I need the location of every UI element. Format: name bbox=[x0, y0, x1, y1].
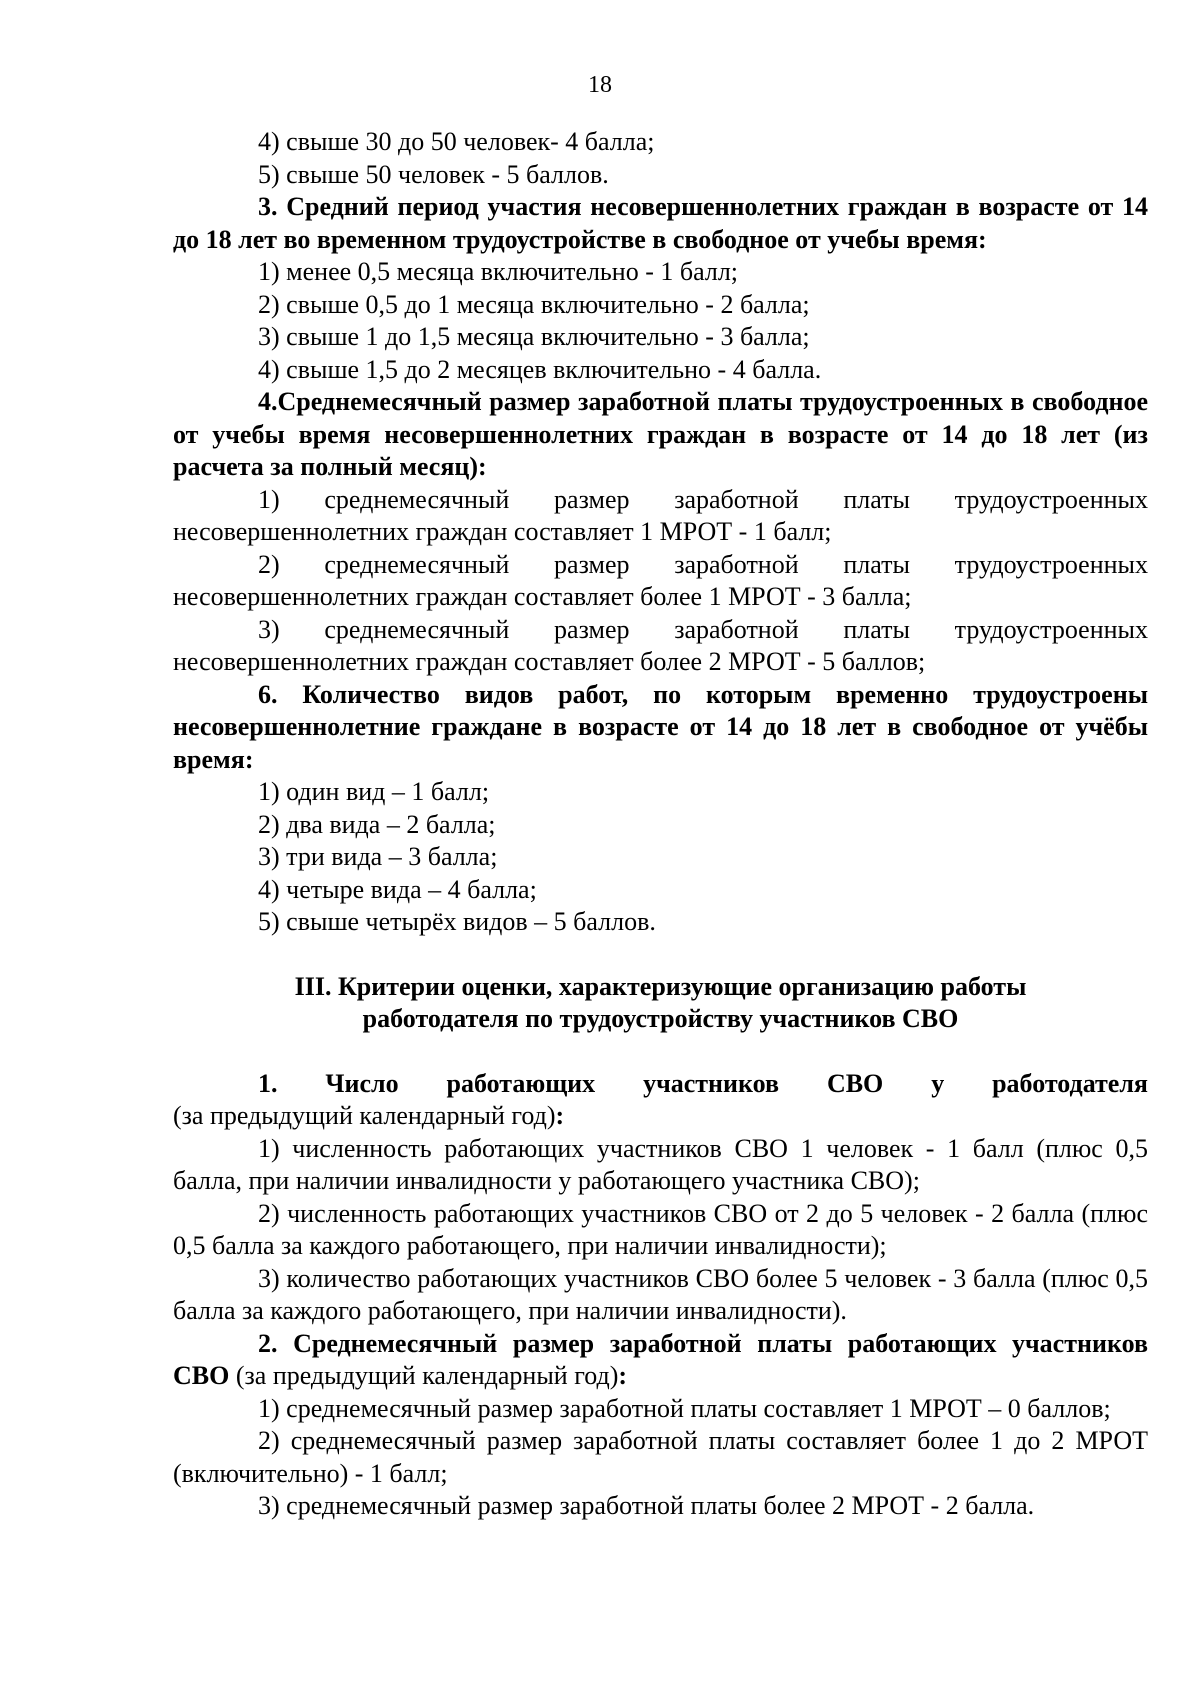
list-item: 5) свыше четырёх видов – 5 баллов. bbox=[258, 907, 656, 936]
list-item: 1) среднемесячный размер заработной платы составляет 1 МРОТ – 0 баллов; bbox=[258, 1393, 1111, 1423]
list-item: 3) количество работающих участников СВО более 5 человек - 3 балла (плюс 0,5 балла за каждого работающего, при наличии инвалидности). bbox=[173, 1263, 1148, 1325]
list-item: 3) три вида – 3 балла; bbox=[258, 842, 498, 871]
list-item: 2) среднемесячный размер заработной платы составляет более 1 до 2 МРОТ (включительно) - 1 балл; bbox=[173, 1426, 1148, 1488]
list-item: 1) среднемесячный размер заработной платы трудоустроенных несовершеннолетних граждан составляет 1 МРОТ - 1 балл; bbox=[173, 484, 1148, 546]
section-heading-line-1: III. Критерии оценки, характеризующие организацию работы bbox=[294, 971, 1027, 1001]
section-heading bbox=[173, 971, 1148, 1036]
criterion-3-title: 3. Средний период участия несовершеннолетних граждан в возрасте от 14 до 18 лет во временном трудоустройстве в свободное от учебы время: bbox=[173, 192, 1148, 254]
criterion-svo-2-colon: : bbox=[618, 1361, 628, 1390]
criterion-4-title: 4.Среднемесячный размер заработной платы трудоустроенных в свободное от учебы время несовершеннолетних граждан в возрасте от 14 до 18 лет (из расчета за полный месяц): bbox=[173, 387, 1148, 481]
list-item: 4) четыре вида – 4 балла; bbox=[258, 874, 537, 904]
criterion-svo-2-title-normal: (за предыдущий календарный год) bbox=[229, 1361, 619, 1390]
list-item: 2) свыше 0,5 до 1 месяца включительно - 2 балла; bbox=[258, 289, 810, 319]
list-item: 3) среднемесячный размер заработной платы трудоустроенных несовершеннолетних граждан составляет более 2 МРОТ - 5 баллов; bbox=[173, 614, 1148, 676]
page-number: 18 bbox=[588, 72, 612, 98]
criterion-svo-1-subtitle bbox=[173, 1100, 1148, 1133]
criterion-svo-2-title-bold: 2. Среднемесячный размер заработной платы работающих участников СВО bbox=[173, 1328, 1148, 1390]
list-item: 4) свыше 30 до 50 человек- 4 балла; bbox=[258, 127, 655, 156]
list-item: 1) один вид – 1 балл; bbox=[258, 777, 490, 806]
criterion-svo-1-title-bold: 1. Число работающих участников СВО у работодателя bbox=[258, 1068, 1148, 1098]
list-item: 1) численность работающих участников СВО 1 человек - 1 балл (плюс 0,5 балла, при наличии инвалидности у работающего участника СВО); bbox=[173, 1133, 1148, 1195]
criterion-svo-1-title-normal: (за предыдущий календарный год) bbox=[173, 1101, 556, 1130]
list-item: 3) свыше 1 до 1,5 месяца включительно - 3 балла; bbox=[258, 322, 810, 351]
criterion-svo-1-title bbox=[173, 1068, 1148, 1101]
list-item: 2) два вида – 2 балла; bbox=[258, 809, 496, 839]
criterion-6-title: 6. Количество видов работ, по которым временно трудоустроены несовершеннолетние граждане в возрасте от 14 до 18 лет в свободное от учёбы время: bbox=[173, 679, 1148, 774]
list-item: 1) менее 0,5 месяца включительно - 1 балл; bbox=[258, 257, 739, 286]
list-item: 2) численность работающих участников СВО от 2 до 5 человек - 2 балла (плюс 0,5 балла за каждого работающего, при наличии инвалидности); bbox=[173, 1198, 1148, 1260]
section-heading-line-2: работодателя по трудоустройству участников СВО bbox=[362, 1004, 959, 1033]
list-item: 2) среднемесячный размер заработной платы трудоустроенных несовершеннолетних граждан составляет более 1 МРОТ - 3 балла; bbox=[173, 549, 1148, 611]
criterion-svo-1-colon: : bbox=[555, 1101, 565, 1130]
document-body bbox=[173, 126, 1148, 1523]
list-item: 5) свыше 50 человек - 5 баллов. bbox=[258, 159, 609, 189]
criterion-svo-2-title bbox=[173, 1328, 1148, 1393]
list-item: 4) свыше 1,5 до 2 месяцев включительно - 4 балла. bbox=[258, 354, 822, 384]
list-item: 3) среднемесячный размер заработной платы более 2 МРОТ - 2 балла. bbox=[258, 1491, 1035, 1520]
